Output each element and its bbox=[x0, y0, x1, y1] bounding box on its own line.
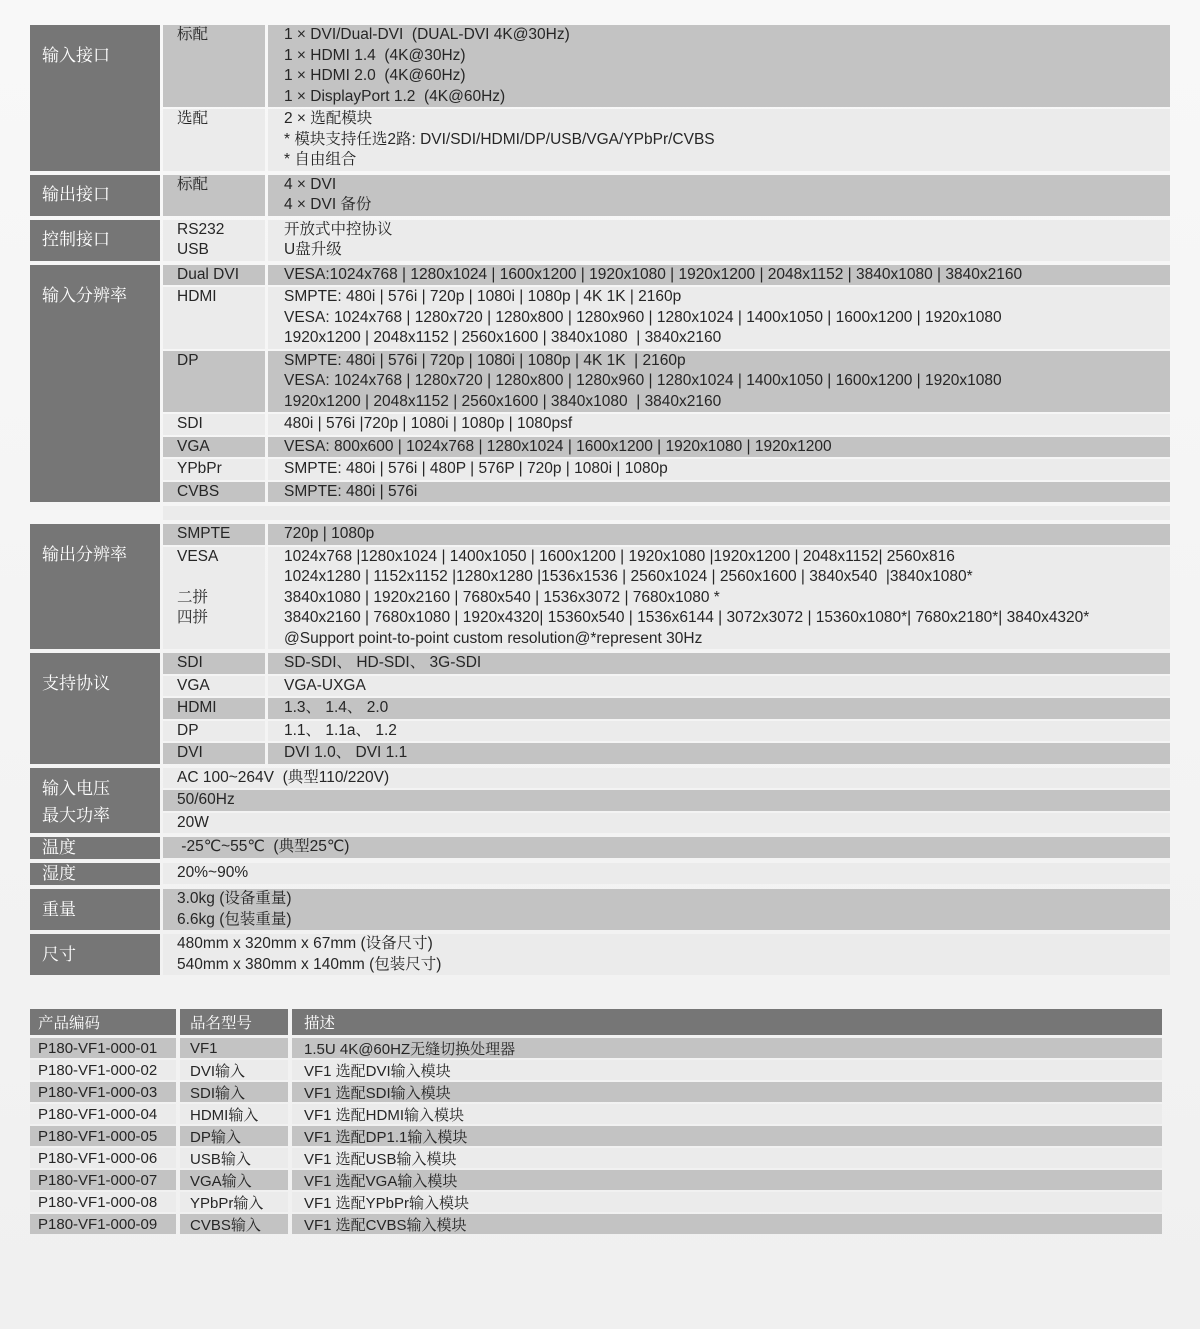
spec-section-control-interfaces bbox=[30, 220, 1170, 261]
section-label bbox=[30, 506, 160, 520]
row-content bbox=[268, 175, 1170, 216]
spec-section-dimensions bbox=[30, 934, 1170, 975]
product-model-cell: HDMI输入 bbox=[180, 1104, 288, 1124]
sublabel-line: DP bbox=[177, 721, 199, 739]
spec-row bbox=[163, 837, 1170, 858]
spec-row bbox=[163, 459, 1170, 480]
section-rows bbox=[163, 265, 1170, 503]
section-label-text: 控制接口 bbox=[42, 230, 110, 249]
row-sublabel bbox=[163, 547, 265, 650]
product-model-cell: VF1 bbox=[180, 1038, 288, 1058]
row-content bbox=[268, 220, 1170, 261]
sublabel-line: CVBS bbox=[177, 482, 220, 500]
product-row bbox=[30, 1170, 1162, 1190]
spec-row bbox=[163, 482, 1170, 503]
content-line: SD-SDI、 HD-SDI、 3G-SDI bbox=[284, 654, 482, 671]
section-label bbox=[30, 863, 160, 885]
content-line: 1024x1280 | 1152x1152 |1280x1280 |1536x1536 | 2560x1024 | 2560x1600 | 3840x540 |3840x1080* bbox=[284, 568, 973, 585]
product-table-header bbox=[30, 1009, 1162, 1035]
spec-row bbox=[163, 220, 1170, 261]
spec-row bbox=[163, 863, 1170, 884]
content-line: 3840x1080 | 1920x2160 | 7680x540 | 1536x3072 | 7680x1080 * bbox=[284, 588, 720, 606]
section-rows bbox=[163, 220, 1170, 261]
sublabel-line: VGA bbox=[177, 437, 210, 455]
section-rows bbox=[163, 524, 1170, 649]
col-header-product-code: 产品编码 bbox=[30, 1009, 176, 1035]
section-label bbox=[30, 265, 160, 503]
row-sublabel bbox=[163, 351, 265, 413]
row-content bbox=[268, 698, 1170, 719]
spec-section-input-voltage-max-power bbox=[30, 768, 1170, 834]
spec-section-spacer bbox=[30, 506, 1170, 520]
sublabel-line: SMPTE bbox=[177, 525, 231, 542]
spec-row bbox=[163, 287, 1170, 349]
spec-section-temperature bbox=[30, 837, 1170, 859]
content-line: 1 × DisplayPort 1.2 (4K@60Hz) bbox=[284, 87, 506, 105]
spec-section-humidity bbox=[30, 863, 1170, 885]
row-content bbox=[268, 653, 1170, 674]
row-sublabel bbox=[163, 743, 265, 764]
content-line: 3840x2160 | 7680x1080 | 1920x4320| 15360x540 | 1536x6144 | 3072x3072 | 15360x1080*| 7680x2180*| 3840x4320* bbox=[284, 609, 1090, 626]
row-content bbox=[268, 547, 1170, 650]
section-label bbox=[30, 25, 160, 171]
section-label bbox=[30, 175, 160, 216]
col-header-product-desc: 描述 bbox=[292, 1009, 1162, 1035]
section-label-text: 支持协议 bbox=[42, 674, 110, 693]
content-line: 1.1、 1.1a、 1.2 bbox=[284, 721, 397, 739]
spec-row bbox=[163, 768, 1170, 789]
content-line: 6.6kg (包装重量) bbox=[177, 910, 292, 928]
spec-section-output-resolutions bbox=[30, 524, 1170, 649]
content-line: 480i | 576i |720p | 1080i | 1080p | 1080psf bbox=[284, 415, 573, 432]
section-label-text: 温度 bbox=[42, 838, 76, 857]
spec-row bbox=[163, 524, 1170, 545]
row-content bbox=[163, 790, 1170, 811]
content-line: 50/60Hz bbox=[177, 791, 235, 808]
spec-row bbox=[163, 351, 1170, 413]
spec-section-input-resolutions bbox=[30, 265, 1170, 503]
content-line: SMPTE: 480i | 576i | 720p | 1080i | 1080p | 4K 1K | 2160p bbox=[284, 288, 682, 305]
row-content bbox=[268, 109, 1170, 171]
content-line: * 模块支持任选2路: DVI/SDI/HDMI/DP/USB/VGA/YPbPr/CVBS bbox=[284, 130, 715, 148]
product-desc-cell: VF1 选配USB输入模块 bbox=[292, 1148, 1162, 1168]
row-content bbox=[268, 482, 1170, 503]
content-line: 540mm x 380mm x 140mm (包装尺寸) bbox=[177, 955, 442, 973]
product-row bbox=[30, 1126, 1162, 1146]
content-line: SMPTE: 480i | 576i bbox=[284, 482, 418, 500]
spec-section-weight bbox=[30, 889, 1170, 930]
row-sublabel bbox=[163, 25, 265, 107]
content-line: 480mm x 320mm x 67mm (设备尺寸) bbox=[177, 935, 433, 952]
product-model-cell: CVBS输入 bbox=[180, 1214, 288, 1234]
spec-row bbox=[163, 813, 1170, 834]
spec-row bbox=[163, 743, 1170, 764]
spec-row bbox=[163, 934, 1170, 975]
content-line: 4 × DVI 备份 bbox=[284, 196, 372, 213]
product-desc-cell: VF1 选配YPbPr输入模块 bbox=[292, 1192, 1162, 1212]
row-content bbox=[268, 265, 1170, 286]
product-code-cell: P180-VF1-000-04 bbox=[30, 1104, 176, 1124]
row-sublabel bbox=[163, 698, 265, 719]
section-label bbox=[30, 934, 160, 975]
spec-section-input-interfaces bbox=[30, 25, 1170, 171]
sublabel-line: 四拼 bbox=[177, 609, 209, 626]
sublabel-line: YPbPr bbox=[177, 460, 222, 477]
product-table-body bbox=[30, 1038, 1162, 1234]
section-rows bbox=[163, 837, 1170, 859]
row-sublabel bbox=[163, 721, 265, 742]
product-desc-cell: VF1 选配HDMI输入模块 bbox=[292, 1104, 1162, 1124]
product-code-cell: P180-VF1-000-09 bbox=[30, 1214, 176, 1234]
content-line: VESA: 1024x768 | 1280x720 | 1280x800 | 1280x960 | 1280x1024 | 1400x1050 | 1600x1200 | 1920x1080 bbox=[284, 372, 1002, 389]
spec-row bbox=[163, 437, 1170, 458]
spec-row bbox=[163, 653, 1170, 674]
sublabel-line: 标配 bbox=[177, 175, 209, 193]
content-line: SMPTE: 480i | 576i | 720p | 1080i | 1080p | 4K 1K | 2160p bbox=[284, 351, 686, 369]
sublabel-line: 标配 bbox=[177, 26, 209, 43]
row-content bbox=[268, 459, 1170, 480]
content-line: SMPTE: 480i | 576i | 480P | 576P | 720p | 1080i | 1080p bbox=[284, 460, 668, 477]
product-table bbox=[30, 1009, 1162, 1234]
spec-row bbox=[163, 676, 1170, 697]
row-sublabel bbox=[163, 653, 265, 674]
content-line: 1920x1200 | 2048x1152 | 2560x1600 | 3840x1080 | 3840x2160 bbox=[284, 392, 722, 410]
spec-section-output-interfaces bbox=[30, 175, 1170, 216]
product-desc-cell: VF1 选配SDI输入模块 bbox=[292, 1082, 1162, 1102]
product-code-cell: P180-VF1-000-03 bbox=[30, 1082, 176, 1102]
sublabel-line: Dual DVI bbox=[177, 265, 240, 283]
product-code-cell: P180-VF1-000-07 bbox=[30, 1170, 176, 1190]
content-line: 20W bbox=[177, 813, 209, 831]
content-line: 1 × HDMI 1.4 (4K@30Hz) bbox=[284, 46, 466, 64]
section-label-text: 湿度 bbox=[42, 864, 76, 883]
section-label bbox=[30, 889, 160, 930]
content-line: 1 × DVI/Dual-DVI (DUAL-DVI 4K@30Hz) bbox=[284, 26, 570, 43]
content-line: * 自由组合 bbox=[284, 151, 357, 168]
section-label-text: 输出分辨率 bbox=[42, 545, 127, 564]
product-code-cell: P180-VF1-000-01 bbox=[30, 1038, 176, 1058]
spec-row bbox=[163, 790, 1170, 811]
section-label bbox=[30, 768, 160, 834]
product-row bbox=[30, 1038, 1162, 1058]
sublabel-line: DP bbox=[177, 351, 199, 369]
content-line: 1 × HDMI 2.0 (4K@60Hz) bbox=[284, 67, 466, 84]
content-line: 20%~90% bbox=[177, 864, 249, 881]
row-content bbox=[268, 721, 1170, 742]
product-desc-cell: VF1 选配VGA输入模块 bbox=[292, 1170, 1162, 1190]
row-content bbox=[268, 524, 1170, 545]
content-line: VESA: 1024x768 | 1280x720 | 1280x800 | 1280x960 | 1280x1024 | 1400x1050 | 1600x1200 | 1920x1080 bbox=[284, 308, 1002, 326]
section-rows bbox=[163, 934, 1170, 975]
section-label-text: 输入接口 bbox=[42, 46, 110, 65]
spec-row bbox=[163, 175, 1170, 216]
row-content bbox=[268, 351, 1170, 413]
product-model-cell: USB输入 bbox=[180, 1148, 288, 1168]
section-label-text-2: 最大功率 bbox=[42, 806, 110, 825]
product-code-cell: P180-VF1-000-06 bbox=[30, 1148, 176, 1168]
row-sublabel bbox=[163, 265, 265, 286]
sublabel-line: 二拼 bbox=[177, 588, 209, 606]
sublabel-line: DVI bbox=[177, 744, 203, 761]
content-line: 3.0kg (设备重量) bbox=[177, 890, 292, 907]
content-line: VGA-UXGA bbox=[284, 676, 366, 694]
product-row bbox=[30, 1192, 1162, 1212]
section-rows bbox=[163, 889, 1170, 930]
product-model-cell: DVI输入 bbox=[180, 1060, 288, 1080]
spec-row bbox=[163, 698, 1170, 719]
row-content bbox=[163, 837, 1170, 858]
content-line: VESA:1024x768 | 1280x1024 | 1600x1200 | 1920x1080 | 1920x1200 | 2048x1152 | 3840x1080 | 3840x2160 bbox=[284, 265, 1023, 283]
sublabel-line: HDMI bbox=[177, 699, 217, 716]
product-row bbox=[30, 1060, 1162, 1080]
section-label-text: 输入分辨率 bbox=[42, 285, 127, 305]
product-model-cell: VGA输入 bbox=[180, 1170, 288, 1190]
sublabel-line: VGA bbox=[177, 676, 210, 694]
row-content bbox=[163, 813, 1170, 834]
section-rows bbox=[163, 653, 1170, 764]
row-sublabel bbox=[163, 437, 265, 458]
content-line: 开放式中控协议 bbox=[284, 220, 393, 238]
spec-row bbox=[163, 265, 1170, 286]
sublabel-line: RS232 bbox=[177, 220, 225, 238]
sublabel-line: HDMI bbox=[177, 288, 217, 305]
row-content bbox=[268, 287, 1170, 349]
row-sublabel bbox=[163, 459, 265, 480]
product-code-cell: P180-VF1-000-08 bbox=[30, 1192, 176, 1212]
content-line bbox=[177, 506, 1170, 520]
product-row bbox=[30, 1148, 1162, 1168]
row-sublabel bbox=[163, 676, 265, 697]
row-content bbox=[268, 743, 1170, 764]
product-row bbox=[30, 1104, 1162, 1124]
section-rows bbox=[163, 768, 1170, 834]
spec-section-supported-protocols bbox=[30, 653, 1170, 764]
spec-row bbox=[163, 25, 1170, 107]
row-content bbox=[268, 414, 1170, 435]
section-label bbox=[30, 524, 160, 649]
row-sublabel bbox=[163, 109, 265, 171]
product-model-cell: SDI输入 bbox=[180, 1082, 288, 1102]
row-content bbox=[163, 934, 1170, 975]
product-desc-cell: 1.5U 4K@60HZ无缝切换处理器 bbox=[292, 1038, 1162, 1058]
spec-row bbox=[163, 547, 1170, 650]
row-sublabel bbox=[163, 414, 265, 435]
product-code-cell: P180-VF1-000-05 bbox=[30, 1126, 176, 1146]
spec-table bbox=[30, 25, 1170, 975]
content-line: 1920x1200 | 2048x1152 | 2560x1600 | 3840x1080 | 3840x2160 bbox=[284, 329, 722, 346]
row-sublabel bbox=[163, 287, 265, 349]
sublabel-line bbox=[177, 567, 265, 588]
product-model-cell: YPbPr输入 bbox=[180, 1192, 288, 1212]
product-model-cell: DP输入 bbox=[180, 1126, 288, 1146]
row-content bbox=[163, 863, 1170, 884]
content-line: 2 × 选配模块 bbox=[284, 110, 373, 127]
section-label bbox=[30, 653, 160, 764]
row-content bbox=[163, 768, 1170, 789]
section-rows bbox=[163, 25, 1170, 171]
section-rows bbox=[163, 175, 1170, 216]
row-content bbox=[163, 889, 1170, 930]
content-line: -25℃~55℃ (典型25℃) bbox=[177, 838, 350, 855]
content-line: 720p | 1080p bbox=[284, 525, 375, 542]
content-line: 1024x768 |1280x1024 | 1400x1050 | 1600x1200 | 1920x1080 |1920x1200 | 2048x1152| 2560x816 bbox=[284, 547, 955, 565]
spec-row bbox=[163, 506, 1170, 520]
sublabel-line: 选配 bbox=[177, 110, 209, 127]
product-row bbox=[30, 1082, 1162, 1102]
section-label-text: 输出接口 bbox=[42, 185, 110, 204]
sublabel-line: USB bbox=[177, 241, 209, 258]
row-sublabel bbox=[163, 524, 265, 545]
row-sublabel bbox=[163, 482, 265, 503]
sublabel-line: SDI bbox=[177, 654, 203, 671]
content-line: AC 100~264V (典型110/220V) bbox=[177, 768, 390, 786]
sublabel-line bbox=[177, 629, 265, 650]
row-sublabel bbox=[163, 175, 265, 216]
row-content bbox=[268, 25, 1170, 107]
content-line: @Support point-to-point custom resolution@*represent 30Hz bbox=[284, 629, 703, 647]
spec-row bbox=[163, 889, 1170, 930]
sublabel-line: SDI bbox=[177, 415, 203, 432]
content-line: DVI 1.0、 DVI 1.1 bbox=[284, 744, 408, 761]
product-desc-cell: VF1 选配DP1.1输入模块 bbox=[292, 1126, 1162, 1146]
row-content bbox=[163, 506, 1170, 520]
product-code-cell: P180-VF1-000-02 bbox=[30, 1060, 176, 1080]
content-line: 4 × DVI bbox=[284, 175, 337, 193]
section-label-text: 输入电压 bbox=[42, 778, 110, 798]
section-label bbox=[30, 220, 160, 261]
spec-row bbox=[163, 109, 1170, 171]
section-label bbox=[30, 837, 160, 859]
product-desc-cell: VF1 选配DVI输入模块 bbox=[292, 1060, 1162, 1080]
col-header-product-model: 品名型号 bbox=[180, 1009, 288, 1035]
section-label-text: 尺寸 bbox=[42, 944, 76, 964]
spec-row bbox=[163, 721, 1170, 742]
section-label-text: 重量 bbox=[42, 899, 76, 919]
row-content bbox=[268, 437, 1170, 458]
content-line: VESA: 800x600 | 1024x768 | 1280x1024 | 1600x1200 | 1920x1080 | 1920x1200 bbox=[284, 437, 832, 455]
content-line: U盘升级 bbox=[284, 241, 342, 258]
section-rows bbox=[163, 863, 1170, 885]
content-line: 1.3、 1.4、 2.0 bbox=[284, 699, 389, 716]
product-desc-cell: VF1 选配CVBS输入模块 bbox=[292, 1214, 1162, 1234]
sublabel-line: VESA bbox=[177, 547, 219, 565]
row-sublabel bbox=[163, 220, 265, 261]
page bbox=[0, 25, 1200, 1234]
row-content bbox=[268, 676, 1170, 697]
product-row bbox=[30, 1214, 1162, 1234]
spec-row bbox=[163, 414, 1170, 435]
section-rows bbox=[163, 506, 1170, 520]
